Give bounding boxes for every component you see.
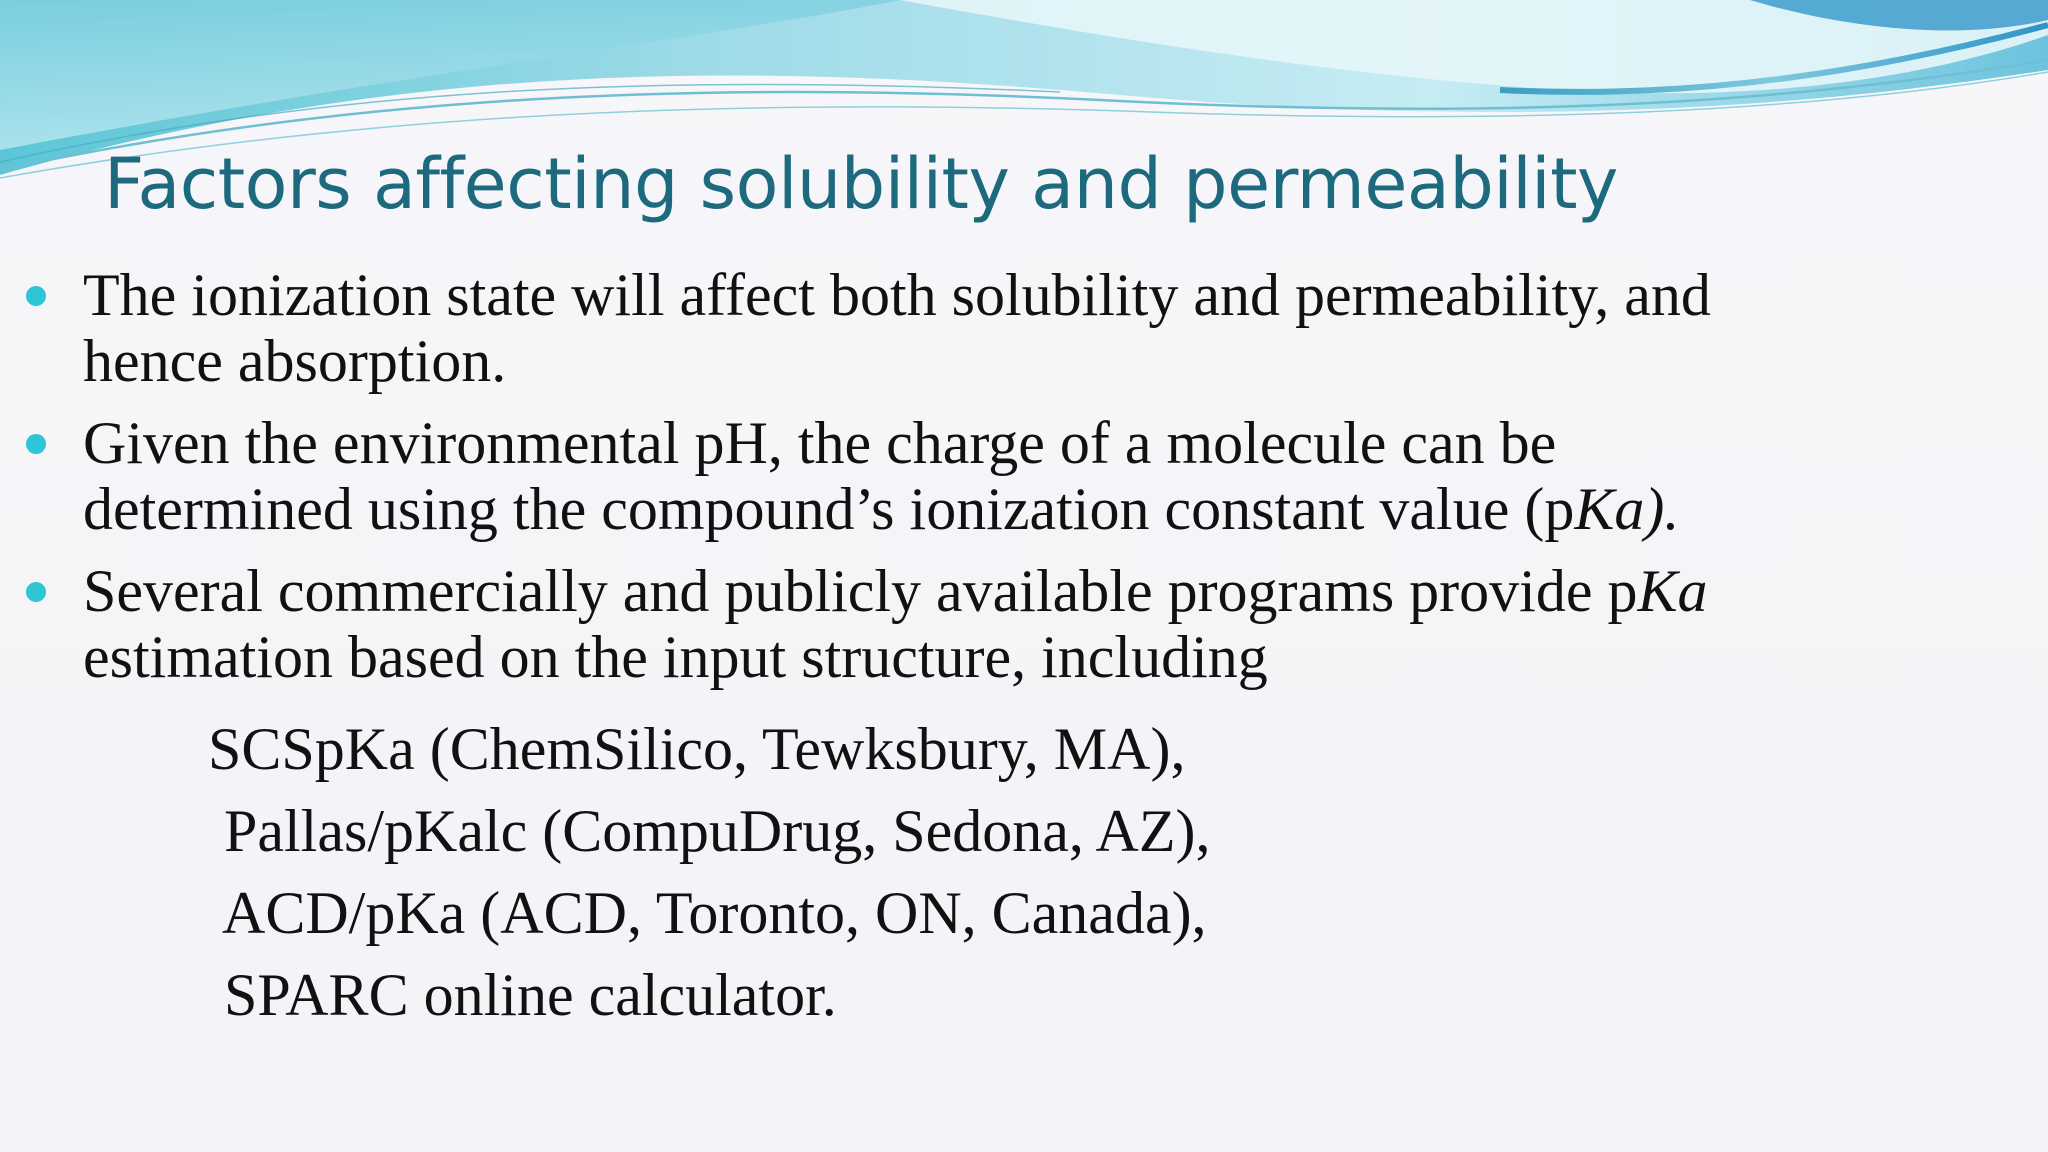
bullet-item-ionization-state — [0, 262, 1983, 394]
bullet-text-line — [83, 476, 1983, 542]
bullet-dot-icon — [26, 582, 46, 602]
program-item: ACD/pKa (ACD, Toronto, ON, Canada), — [222, 880, 1207, 946]
italic-text-run: Ka). — [1574, 476, 1680, 542]
program-list — [0, 708, 1211, 1036]
slide-title: Factors affecting solubility and permeability — [104, 143, 1618, 225]
bullet-item-environmental-ph — [0, 410, 1983, 542]
bullet-text-line: estimation based on the input structure, including — [83, 624, 1268, 690]
text-run: determined using the compound’s ionization constant value (p — [83, 476, 1575, 542]
bullet-dot-icon — [26, 286, 46, 306]
bullet-item-pka-programs — [0, 558, 1983, 690]
bullet-text-line: Given the environmental pH, the charge of a molecule can be — [83, 410, 1557, 476]
text-run: Several commercially and publicly available programs provide p — [83, 558, 1638, 624]
bullet-dot-icon — [26, 434, 46, 454]
program-item: SCSpKa (ChemSilico, Tewksbury, MA), — [208, 716, 1186, 782]
bullet-text-line: The ionization state will affect both solubility and permeability, and — [83, 262, 1711, 328]
program-item: Pallas/pKalc (CompuDrug, Sedona, AZ), — [224, 798, 1211, 864]
italic-text-run: Ka — [1637, 558, 1708, 624]
bullet-text-line: hence absorption. — [83, 328, 507, 394]
bullet-text-line — [83, 558, 1983, 624]
bullet-list — [0, 262, 2048, 706]
program-item: SPARC online calculator. — [224, 962, 837, 1028]
